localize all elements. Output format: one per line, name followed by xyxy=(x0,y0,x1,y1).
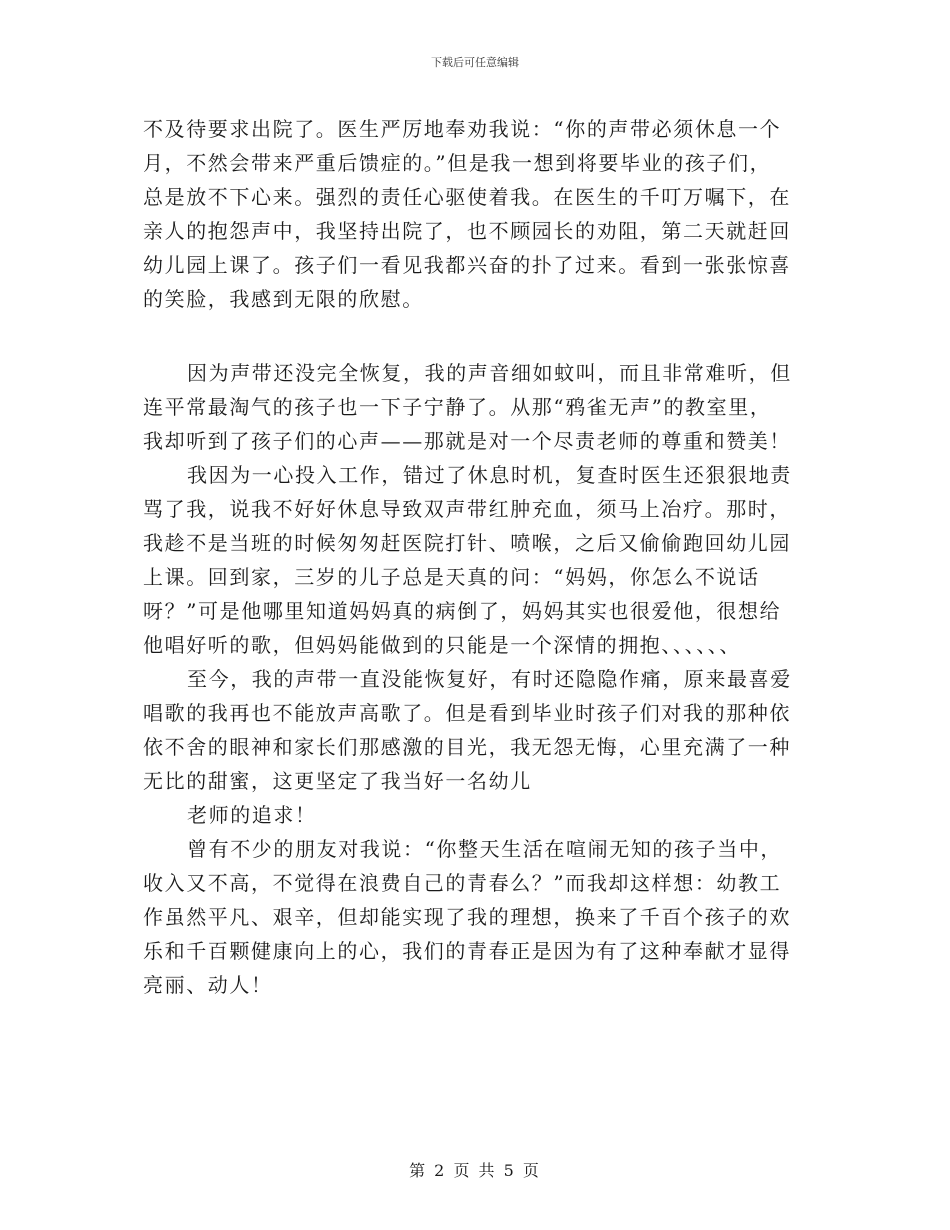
page-header: 下载后可任意编辑 xyxy=(431,56,519,69)
text-line: 骂了我，说我不好好休息导致双声带红肿充血，须马上冶疗。那时， xyxy=(143,497,791,521)
paragraph xyxy=(143,112,803,316)
text-line: 我却听到了孩子们的心声——那就是对一个尽责老师的尊重和赞美！ xyxy=(143,429,791,453)
paragraph xyxy=(143,662,803,798)
text-line: 不及待要求出院了。医生严厉地奉劝我说：“你的声带必须休息一个 xyxy=(143,117,782,141)
text-line: 的笑脸，我感到无限的欣慰。 xyxy=(143,287,424,311)
text-line: 总是放不下心来。强烈的责任心驱使着我。在医生的千叮万嘱下，在 xyxy=(143,185,791,209)
text-line: 曾有不少的朋友对我说：“你整天生活在喧闹无知的孩子当中， xyxy=(187,837,783,861)
paragraph-gap xyxy=(143,316,803,356)
text-line: 无比的甜蜜，这更坚定了我当好一名幼儿 xyxy=(143,769,532,793)
text-line: 连平常最淘气的孩子也一下子宁静了。从那“鸦雀无声”的教室里， xyxy=(143,395,772,419)
text-line: 亮丽、动人！ xyxy=(143,973,273,997)
text-line: 收入又不高，不觉得在浪费自己的青春么？”而我却这样想：幼教工 xyxy=(143,871,782,895)
paragraph xyxy=(143,458,803,662)
text-line: 因为声带还没完全恢复，我的声音细如蚊叫，而且非常难听，但 xyxy=(187,361,792,385)
page-footer: 第 2 页 共 5 页 xyxy=(409,1161,541,1180)
document-body xyxy=(143,112,803,1002)
text-line: 我因为一心投入工作，错过了休息时机，复查时医生还狠狠地责 xyxy=(187,463,792,487)
text-line: 老师的追求！ xyxy=(187,803,317,827)
text-line: 呀？”可是他哪里知道妈妈真的病倒了，妈妈其实也很爱他，很想给 xyxy=(143,599,782,623)
text-line: 月，不然会带来严重后馈症的。”但是我一想到将要毕业的孩子们， xyxy=(143,151,772,175)
text-line: 作虽然平凡、艰辛，但却能实现了我的理想，换来了千百个孩子的欢 xyxy=(143,905,791,929)
text-line: 上课。回到家，三岁的儿子总是天真的问：“妈妈，你怎么不说话 xyxy=(143,565,760,589)
text-line: 他唱好听的歌，但妈妈能做到的只能是一个深情的拥抱、、、、、、 xyxy=(143,633,741,657)
text-line: 亲人的抱怨声中，我坚持出院了，也不顾园长的劝阻，第二天就赶回 xyxy=(143,219,791,243)
text-line: 至今，我的声带一直没能恢复好，有时还隐隐作痛，原来最喜爱 xyxy=(187,667,792,691)
text-line: 我趁不是当班的时候匆匆赶医院打针、喷喉，之后又偷偷跑回幼儿园 xyxy=(143,531,791,555)
paragraph xyxy=(143,356,803,458)
paragraph xyxy=(143,832,803,1002)
text-line: 幼儿园上课了。孩子们一看见我都兴奋的扑了过来。看到一张张惊喜 xyxy=(143,253,791,277)
text-line: 唱歌的我再也不能放声高歌了。但是看到毕业时孩子们对我的那种依 xyxy=(143,701,791,725)
text-line: 依不舍的眼神和家长们那感激的目光，我无怨无悔，心里充满了一种 xyxy=(143,735,791,759)
text-line: 乐和千百颗健康向上的心，我们的青春正是因为有了这种奉献才显得 xyxy=(143,939,791,963)
paragraph xyxy=(143,798,803,832)
